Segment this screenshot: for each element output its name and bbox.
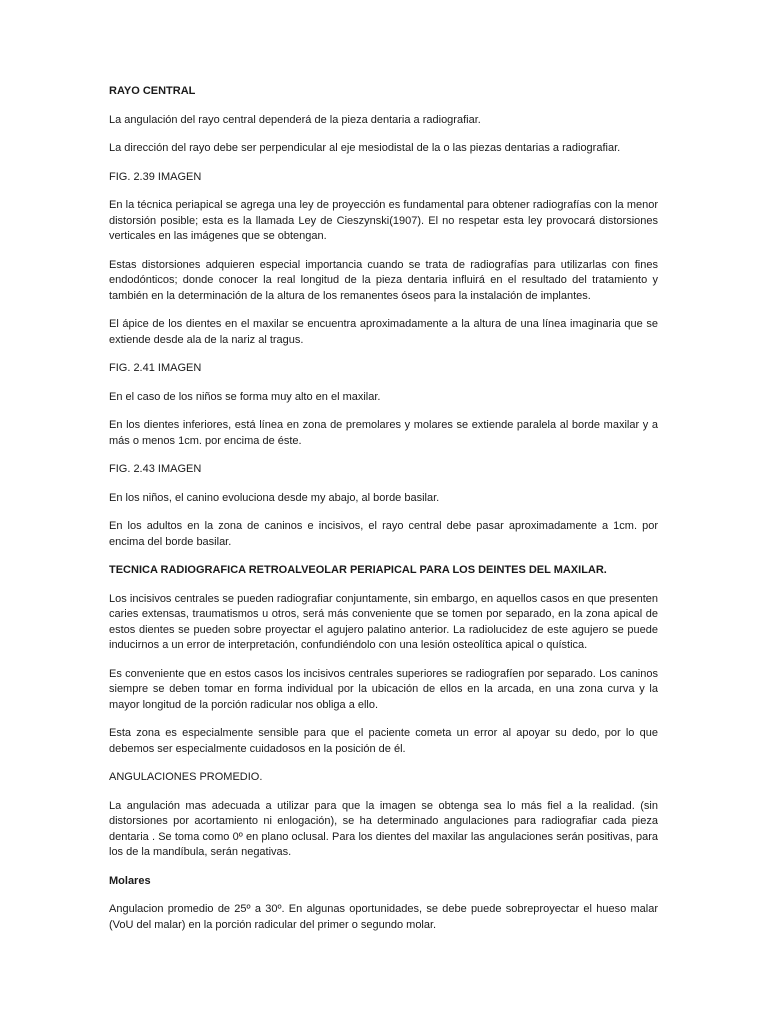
paragraph: Los incisivos centrales se pueden radiografiar conjuntamente, sin embargo, en aquellos casos en que presenten caries extensas, traumatismos u otros, será más conveniente que se tomen por separado, en la zona apical de estos dientes se pueden sobre proyectar el agujero palatino anterior. La radiolucidez de este agujero se puede inducirnos a un error de interpretación, confundiéndolo con una lesión osteolítica apical o quística. [109, 592, 658, 651]
paragraph: En el caso de los niños se forma muy alto en el maxilar. [109, 390, 381, 403]
section-heading: RAYO CENTRAL [109, 85, 196, 97]
paragraph: La angulación mas adecuada a utilizar para que la imagen se obtenga sea lo más fiel a la realidad. (sin distorsiones por acortamiento ni enlogación), se ha determinado angulaciones para radiografiar cada pieza dentaria . Se toma como 0º en plano oclusal. Para los dientes del maxilar las angulaciones serán positivas, para los de la mandíbula, serán negativas. [109, 799, 658, 858]
paragraph: Angulacion promedio de 25º a 30º. En algunas oportunidades, se debe puede sobreproyectar el hueso malar (VoU del malar) en la porción radicular del primer o segundo molar. [109, 903, 658, 931]
paragraph: Estas distorsiones adquieren especial importancia cuando se trata de radiografías para utilizarlas con fines endodónticos; donde conocer la real longitud de la pieza dentaria influirá en el resultado del tratamiento y también en la determinación de la altura de los remanentes óseos para la instalación de implantes. [109, 258, 658, 302]
paragraph: Esta zona es especialmente sensible para que el paciente cometa un error al apoyar su dedo, por lo que debemos ser especialmente cuidadosos en la posición de él. [109, 727, 658, 755]
paragraph: En los dientes inferiores, está línea en zona de premolares y molares se extiende paralela al borde maxilar y a más o menos 1cm. por encima de éste. [109, 419, 658, 447]
paragraph: La dirección del rayo debe ser perpendicular al eje mesiodistal de la o las piezas dentarias a radiografiar. [109, 142, 621, 154]
paragraph: El ápice de los dientes en el maxilar se encuentra aproximadamente a la altura de una línea imaginaria que se extiende desde ala de la nariz al tragus. [109, 318, 658, 346]
paragraph: En los niños, el canino evoluciona desde my abajo, al borde basilar. [109, 491, 440, 504]
document-body [109, 84, 658, 946]
section-heading: TECNICA RADIOGRAFICA RETROALVEOLAR PERIAPICAL PARA LOS DEINTES DEL MAXILAR. [109, 564, 607, 576]
paragraph: En los adultos en la zona de caninos e incisivos, el rayo central debe pasar aproximadamente a 1cm. por encima del borde basilar. [109, 520, 658, 548]
section-heading: ANGULACIONES PROMEDIO. [109, 771, 263, 783]
subsection-heading: Molares [109, 874, 151, 887]
paragraph: Es conveniente que en estos casos los incisivos centrales superiores se radiografíen por separado. Los caninos siempre se deben tomar en forma individual por la ubicación de ellos en la arcada, en una zona curva y la mayor longitud de la porción radicular nos obliga a ello. [109, 667, 658, 711]
figure-reference: FIG. 2.39 IMAGEN [109, 170, 202, 183]
paragraph: La angulación del rayo central dependerá de la pieza dentaria a radiografiar. [109, 113, 481, 126]
figure-reference: FIG. 2.41 IMAGEN [109, 362, 202, 374]
paragraph: En la técnica periapical se agrega una ley de proyección es fundamental para obtener radiografías con la menor distorsión posible; esta es la llamada Ley de Cieszynski(1907). El no respetar esta ley provocará distorsiones verticales en las imágenes que se obtengan. [109, 199, 658, 242]
figure-reference: FIG. 2.43 IMAGEN [109, 463, 202, 475]
